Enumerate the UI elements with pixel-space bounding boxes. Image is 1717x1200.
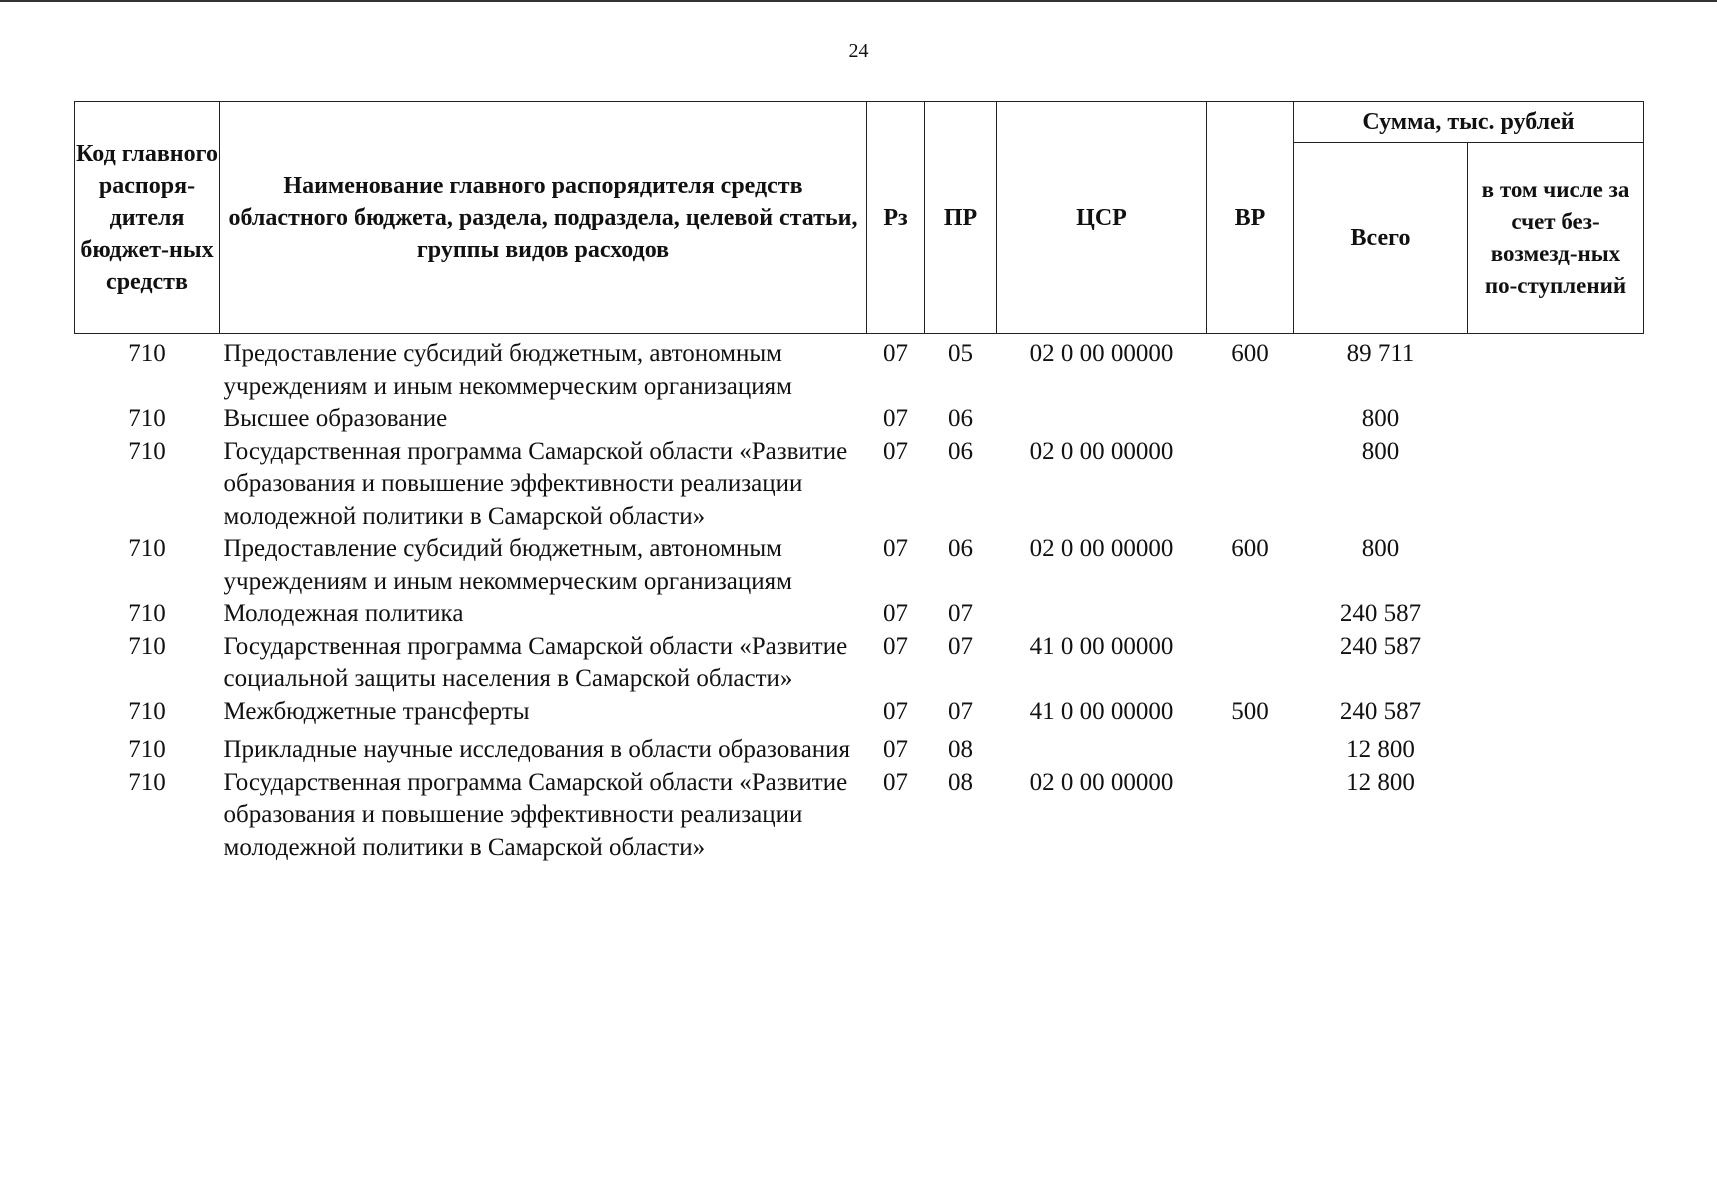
- row-code: 710: [128, 437, 166, 465]
- row-code: 710: [128, 736, 166, 763]
- table-row: [75, 767, 1644, 865]
- row-rz: 07: [883, 768, 908, 796]
- row-csr: 02 0 00 00000: [1029, 437, 1174, 465]
- row-code: 710: [128, 600, 166, 627]
- row-vr: [1207, 631, 1294, 696]
- row-code: 710: [128, 405, 166, 432]
- header-sum: Сумма, тыс. рублей: [1294, 102, 1644, 143]
- row-rz: 07: [883, 340, 908, 367]
- row-pr: 07: [948, 697, 973, 725]
- row-free: [1468, 767, 1644, 865]
- row-total: 240 587: [1339, 632, 1422, 660]
- row-total: 800: [1361, 405, 1400, 432]
- row-free: [1468, 598, 1644, 631]
- row-pr: 06: [948, 535, 973, 562]
- row-csr: 41 0 00 00000: [1029, 632, 1174, 660]
- page-number: 24: [848, 40, 869, 62]
- row-name: Молодежная политика: [223, 600, 464, 627]
- row-code: 710: [128, 697, 166, 725]
- row-csr: [997, 598, 1207, 631]
- table-body: [75, 334, 1644, 865]
- row-total: 240 587: [1339, 600, 1422, 627]
- table-row: [75, 631, 1644, 696]
- row-pr: 05: [948, 340, 973, 367]
- row-rz: 07: [883, 697, 908, 725]
- table-row: [75, 436, 1644, 534]
- header-rz: Рз: [867, 102, 925, 334]
- row-free: [1468, 334, 1644, 404]
- header-code: Код главного распоря-дителя бюджет-ных средств: [75, 102, 220, 334]
- row-vr: [1207, 728, 1294, 767]
- row-name: Государственная программа Самарской области «Развитие образования и повышение эффективности реализации молодежной политики в Самарской области»: [223, 437, 848, 530]
- table-row: [75, 728, 1644, 767]
- row-csr: [997, 728, 1207, 767]
- row-vr: 600: [1231, 535, 1269, 562]
- row-free: [1468, 631, 1644, 696]
- row-free: [1468, 696, 1644, 729]
- row-vr: [1207, 598, 1294, 631]
- row-csr: [997, 403, 1207, 436]
- row-csr: 02 0 00 00000: [1029, 535, 1174, 562]
- table-header: [75, 102, 1644, 334]
- row-total: 12 800: [1346, 768, 1415, 796]
- row-name: Предоставление субсидий бюджетным, автономным учреждениям и иным некоммерческим организациям: [223, 340, 792, 400]
- row-code: 710: [128, 632, 166, 660]
- row-total: 800: [1361, 437, 1400, 465]
- row-free: [1468, 436, 1644, 534]
- table-row: [75, 598, 1644, 631]
- row-vr: [1207, 436, 1294, 534]
- row-vr: [1207, 403, 1294, 436]
- table-row: [75, 533, 1644, 598]
- row-rz: 07: [883, 632, 908, 660]
- row-name: Прикладные научные исследования в области образования: [223, 736, 851, 763]
- header-pr: ПР: [925, 102, 997, 334]
- row-rz: 07: [883, 405, 908, 432]
- row-total: 800: [1361, 535, 1400, 562]
- row-free: [1468, 728, 1644, 767]
- row-total: 240 587: [1339, 697, 1422, 725]
- row-code: 710: [128, 768, 166, 796]
- row-name: Предоставление субсидий бюджетным, автономным учреждениям и иным некоммерческим организациям: [223, 535, 792, 595]
- row-rz: 07: [883, 535, 908, 562]
- table-row: [75, 696, 1644, 729]
- row-rz: 07: [883, 736, 908, 763]
- row-code: 710: [128, 340, 166, 367]
- row-total: 89 711: [1346, 340, 1415, 367]
- row-total: 12 800: [1346, 736, 1415, 763]
- header-free: в том числе за счет без-возмезд-ных по-ступлений: [1468, 143, 1644, 334]
- header-csr: ЦСР: [997, 102, 1207, 334]
- row-pr: 06: [948, 437, 973, 465]
- row-free: [1468, 403, 1644, 436]
- header-total: Всего: [1294, 143, 1468, 334]
- row-name: Межбюджетные трансферты: [223, 697, 530, 725]
- table-row: [75, 334, 1644, 404]
- row-pr: 08: [948, 768, 973, 796]
- row-csr: 02 0 00 00000: [1029, 768, 1174, 796]
- header-vr: ВР: [1207, 102, 1294, 334]
- header-name: Наименование главного распорядителя средств областного бюджета, раздела, подраздела, целевой статьи, группы видов расходов: [220, 102, 867, 334]
- row-name: Высшее образование: [223, 405, 448, 432]
- row-pr: 08: [948, 736, 973, 763]
- row-vr: [1207, 767, 1294, 865]
- row-pr: 07: [948, 632, 973, 660]
- row-pr: 07: [948, 600, 973, 627]
- page-top-border: [0, 0, 1717, 2]
- row-code: 710: [128, 535, 166, 562]
- row-name: Государственная программа Самарской области «Развитие социальной защиты населения в Самарской области»: [223, 632, 848, 692]
- row-name: Государственная программа Самарской области «Развитие образования и повышение эффективности реализации молодежной политики в Самарской области»: [223, 768, 848, 861]
- table-row: [75, 403, 1644, 436]
- row-free: [1468, 533, 1644, 598]
- row-vr: 600: [1231, 340, 1269, 367]
- row-rz: 07: [883, 437, 908, 465]
- row-csr: 41 0 00 00000: [1029, 697, 1174, 725]
- row-csr: 02 0 00 00000: [1029, 340, 1174, 367]
- row-rz: 07: [883, 600, 908, 627]
- row-pr: 06: [948, 405, 973, 432]
- row-vr: 500: [1231, 697, 1269, 725]
- budget-table: [74, 101, 1644, 864]
